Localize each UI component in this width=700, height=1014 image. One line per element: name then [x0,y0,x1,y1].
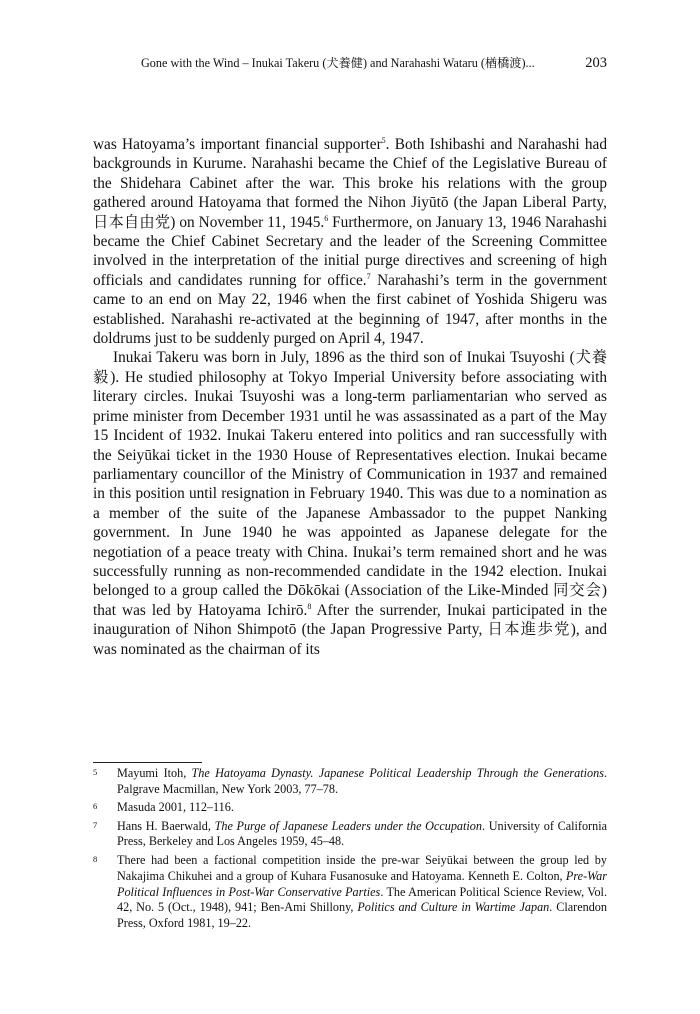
footnote-title: The Hatoyama Dynasty. Japanese Political Leadership Through the Generations [191,766,604,780]
footnote-number: 5 [93,767,98,777]
running-title: Gone with the Wind – Inukai Takeru (犬養健) and Narahashi Wataru (楢橋渡)... [141,56,535,70]
footnote-segment: There had been a factional competition inside the pre-war Seiyūkai between the group led by Nakajima Chikuhei and a group of Kuhara Fusanosuke and Hatoyama. Kenneth E. Colton, [117,852,607,883]
footnote-text [117,853,607,933]
footnote-segment: . Palgrave Macmillan, New York 2003, 77–78. [117,766,607,796]
footnote-title: The Purge of Japanese Leaders under the Occupation [214,818,482,833]
footnote-5 [93,766,607,798]
footnote-text [117,800,607,816]
footnote-number: 7 [93,819,98,830]
footnote-ref: 8 [307,601,312,611]
paragraph-2 [93,348,607,659]
page-number: 203 [585,55,607,71]
running-head [93,54,607,72]
paragraph-text: Narahashi’s term in the government came to an end on May 22, 1946 when the first cabinet of Yoshida Shigeru was established. Narahashi re-activated at the beginning of 1947, after months in the doldrums just to be suddenly purged on April 4, 1947. [93,271,607,348]
footnotes [93,766,607,935]
paragraph-text: was Hatoyama’s important financial supporter [93,136,382,153]
paragraph-text: Inukai Takeru was born in July, 1896 as the third son of Inukai Tsuyoshi (犬養毅). He studied philosophy at Tokyo Imperial University before associating with literary circles. Inukai Tsuyoshi was a long-term parliamentarian who served as prime minister from December 1931 until he was assassinated as a part of the May 15 Incident of 1932. Inukai Takeru entered into politics and ran successfully with the Seiyūkai ticket in the 1930 House of Representatives election. Inukai became parliamentary councillor of the Ministry of Communication in 1937 and remained in this position until resignation in February 1940. This was due to a nomination as a member of the suite of the Japanese Ambassador to the puppet Nanking government. In June 1940 he was appointed as Japanese delegate for the negotiation of a peace treaty with China. Inukai’s term remained short and he was successfully running as non-recommended candidate in the 1942 election. Inukai belonged to a group called the Dōkōkai (Association of the Like-Minded 同交会) that was led by Hatoyama Ichirō. [93,349,607,619]
body-text [93,135,607,659]
paragraph-text: After the surrender, Inukai participated in the inauguration of Nihon Shimpotō (the Japan Progressive Party, 日本進歩党), and was nominated as the chairman of its [93,601,607,658]
paragraph-1 [93,135,607,348]
paragraph-text: Furthermore, on January 13, 1946 Narahashi became the Chief Cabinet Secretary and the leader of the Screening Committee involved in the interpretation of the initial purge directives and screening of high officials and candidates running for office. [93,213,607,289]
footnote-6 [93,800,607,816]
footnote-number: 8 [93,853,98,864]
footnote-segment: Mayumi Itoh, [117,766,192,780]
footnote-title: Politics and Culture in Wartime Japan [357,900,550,915]
footnote-divider [93,762,202,763]
footnote-text [117,819,607,851]
footnote-8 [93,853,607,933]
footnote-segment: . University of California Press, Berkeley and Los Angeles 1959, 45–48. [117,818,607,849]
footnote-ref: 7 [366,271,371,281]
footnote-title: Pre-War Political Influences in Post-War Conservative Parties [117,868,607,899]
footnote-7 [93,819,607,851]
footnote-text [117,766,607,798]
footnote-ref: 5 [381,135,386,145]
footnote-segment: . The American Political Science Review, Vol. 42, No. 5 (Oct., 1948), 941; Ben-Ami Shillony, [117,884,607,915]
footnote-segment: Hans H. Baerwald, [117,818,215,833]
footnote-segment: Masuda 2001, 112–116. [117,800,234,815]
footnote-number: 6 [93,801,98,812]
footnote-ref: 6 [324,213,329,223]
footnote-segment: . Clarendon Press, Oxford 1981, 19–22. [117,900,607,931]
paragraph-text: . Both Ishibashi and Narahashi had backgrounds in Kurume. Narahashi became the Chief of the Legislative Bureau of the Shidehara Cabinet after the war. This broke his relations with the group gathered around Hatoyama that formed the Nihon Jiyūtō (the Japan Liberal Party, 日本自由党) on November 11, 1945. [93,136,607,231]
